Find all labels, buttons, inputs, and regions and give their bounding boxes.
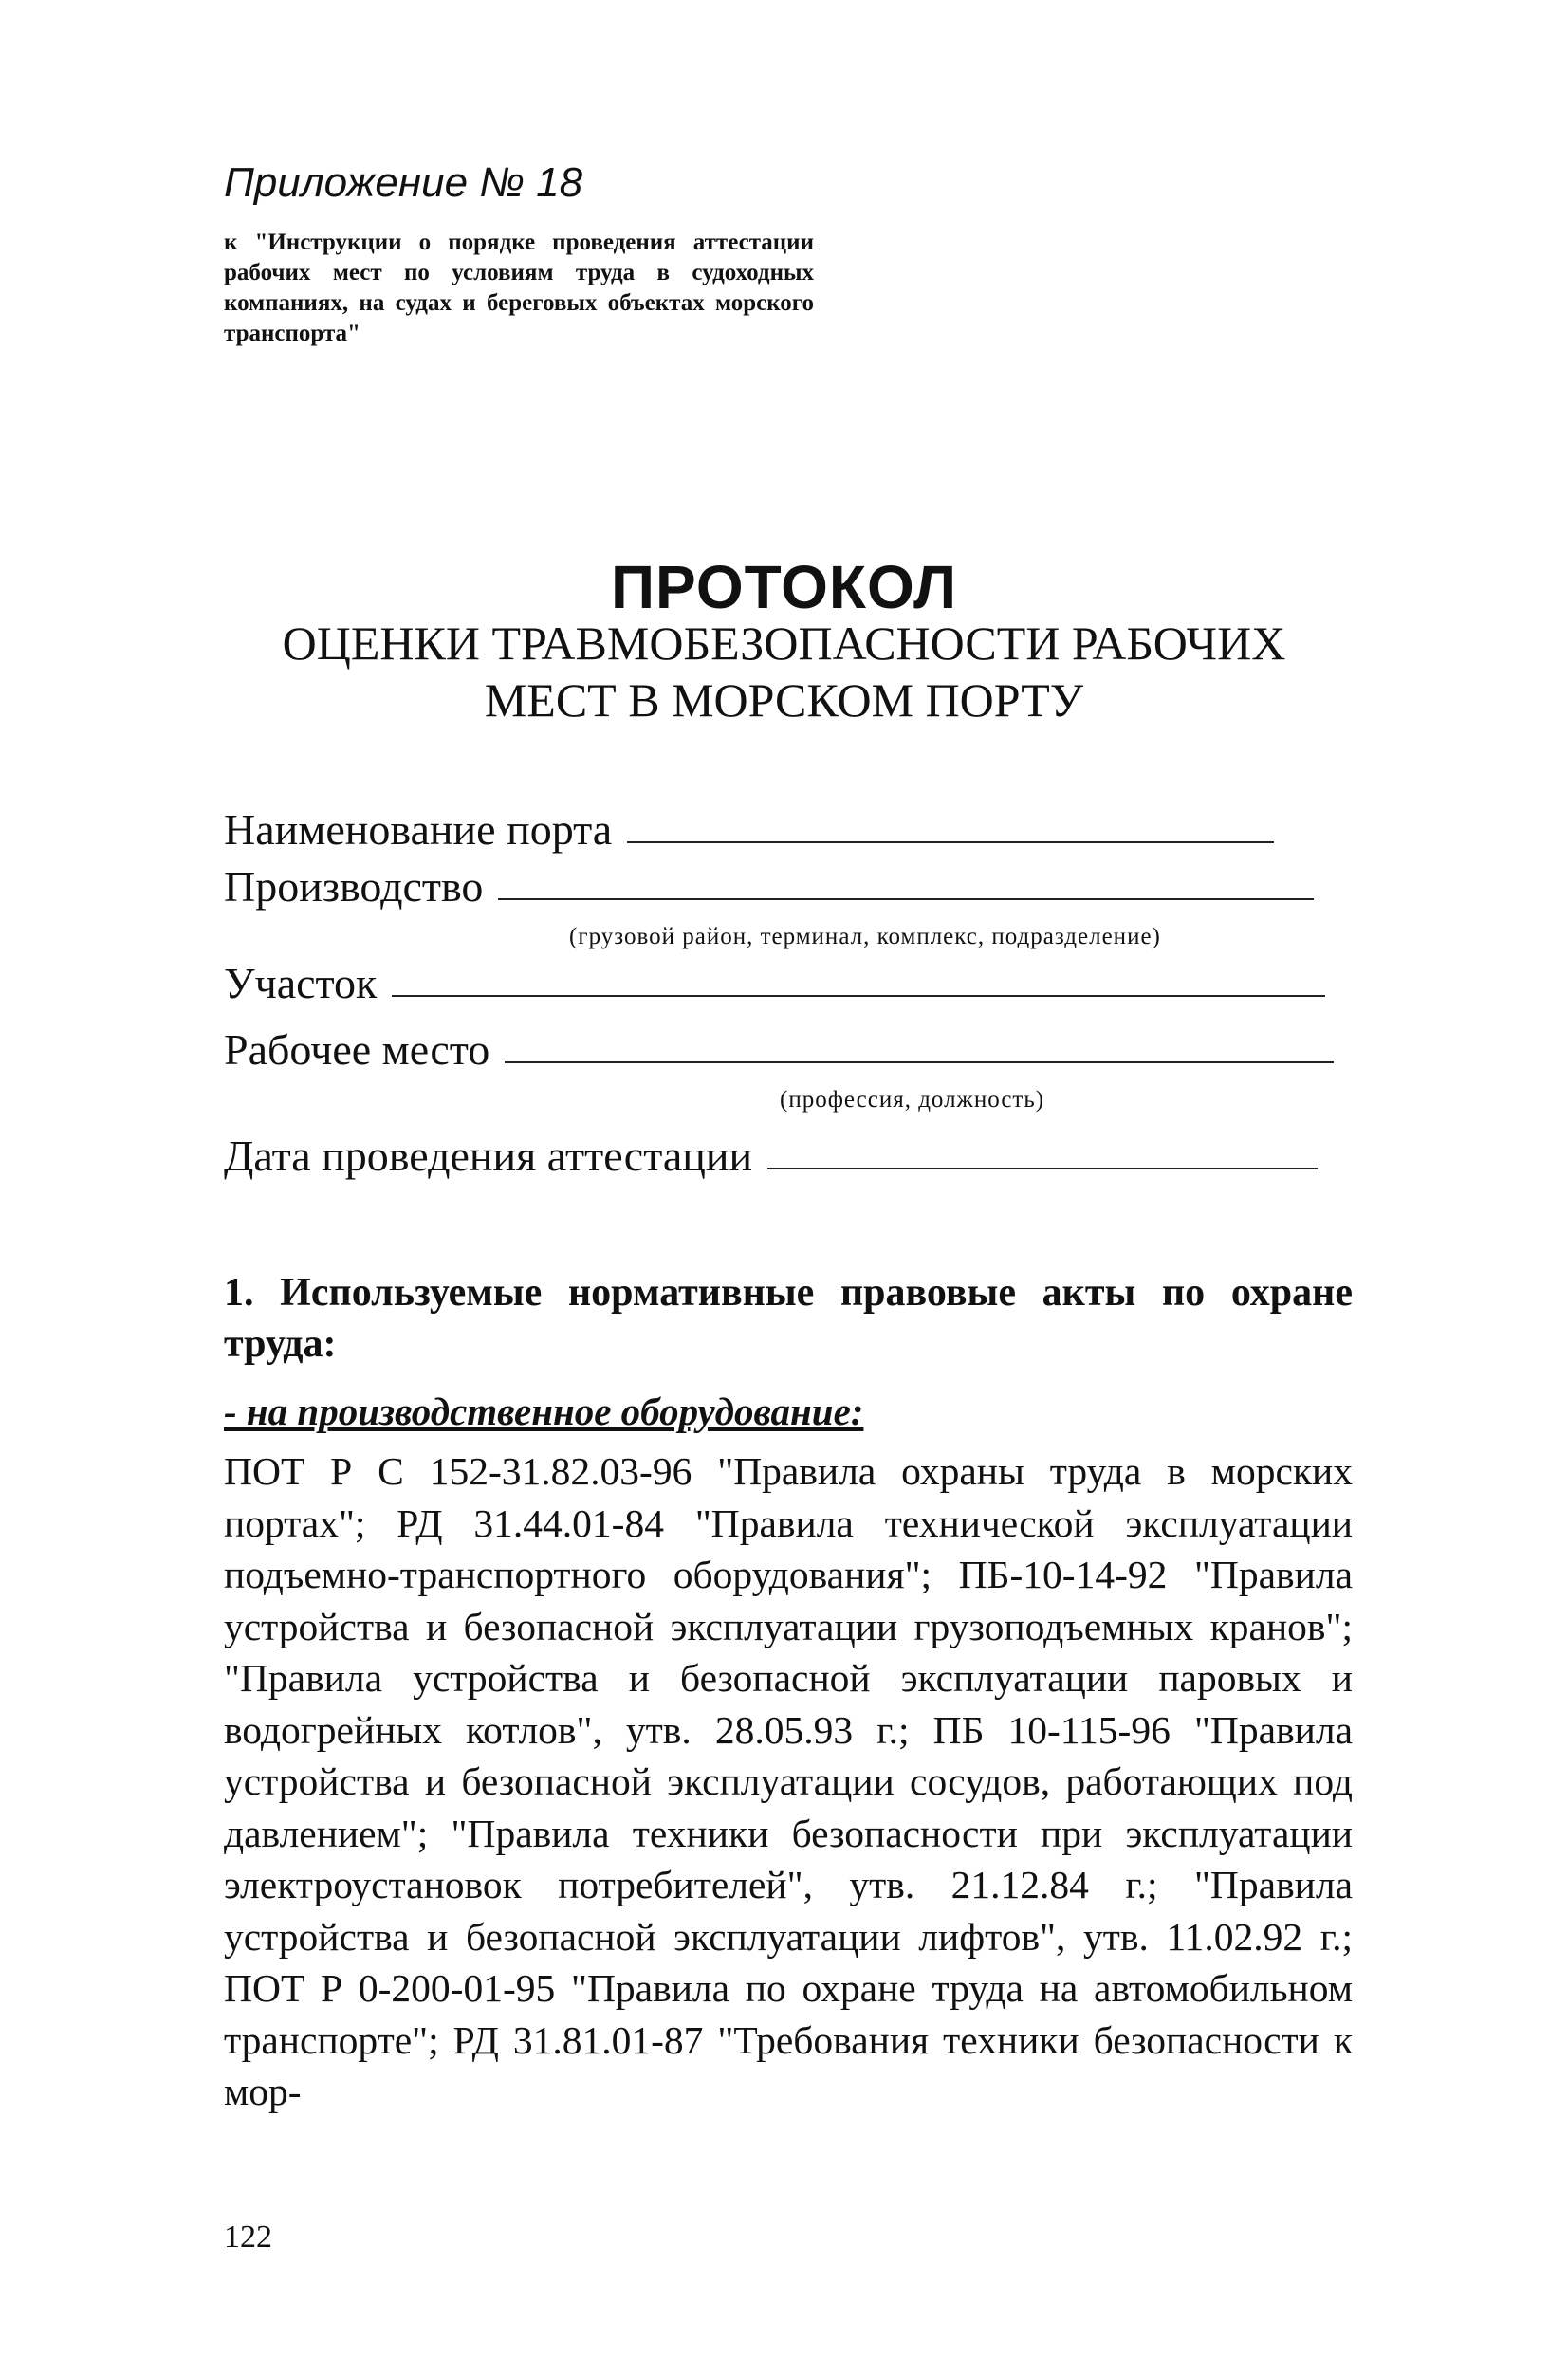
- date-line[interactable]: [767, 1167, 1318, 1169]
- production-field: [224, 861, 1314, 911]
- protocol-title: ПРОТОКОЛ: [610, 553, 958, 621]
- section-body-text: ПОТ Р С 152-31.82.03-96 "Правила охраны труда в морских портах"; РД 31.44.01-84 "Правила технической эксплуатации подъемно-транспортного оборудования"; ПБ-10-14-92 "Правила устройства и безопасной эксплуатации грузоподъемных кранов"; "Правила устройства и безопасной эксплуатации паровых и водогрейных котлов", утв. 28.05.93 г.; ПБ 10-115-96 "Правила устройства и безопасной эксплуатации сосудов, работающих под давлением"; "Правила техники безопасности при эксплуатации электроустановок потребителей", утв. 21.12.84 г.; "Правила устройства и безопасной эксплуатации лифтов", утв. 11.02.92 г.; ПОТ Р 0-200-01-95 "Правила по охране труда на автомобильном транспорте"; РД 31.81.01-87 "Требования техники безопасности к мор-: [224, 1449, 1353, 2113]
- port-name-field: [224, 804, 1274, 855]
- port-name-label: Наименование порта: [224, 805, 613, 854]
- subtitle-line-2: МЕСТ В МОРСКОМ ПОРТУ: [484, 673, 1084, 727]
- workplace-line[interactable]: [505, 1060, 1334, 1063]
- subtitle-line-1: ОЦЕНКИ ТРАВМОБЕЗОПАСНОСТИ РАБОЧИХ: [282, 617, 1286, 670]
- date-label: Дата проведения аттестации: [224, 1132, 753, 1180]
- production-label: Производство: [224, 862, 484, 911]
- section-label: Участок: [224, 959, 378, 1007]
- workplace-field: [224, 1024, 1334, 1075]
- section-line[interactable]: [392, 994, 1325, 997]
- protocol-subtitle: [190, 615, 1378, 728]
- production-line[interactable]: [498, 897, 1314, 900]
- production-hint: (грузовой район, терминал, комплекс, подразделение): [569, 924, 1161, 949]
- section-heading: 1. Используемые нормативные правовые акты по охране труда:: [224, 1271, 1353, 1366]
- appendix-note: к "Инструкции о порядке проведения аттестации рабочих мест по условиям труда в судоходных компаниях, на судах и береговых объектах морского транспорта": [224, 230, 814, 346]
- workplace-label: Рабочее место: [224, 1025, 490, 1074]
- section-field: [224, 958, 1325, 1008]
- subsection-heading: - на производственное оборудование:: [224, 1390, 864, 1433]
- port-name-line[interactable]: [627, 840, 1274, 843]
- date-field: [224, 1131, 1318, 1181]
- page-number: 122: [224, 2219, 272, 2255]
- workplace-hint: (профессия, должность): [780, 1087, 1045, 1113]
- appendix-title: Приложение № 18: [224, 159, 583, 206]
